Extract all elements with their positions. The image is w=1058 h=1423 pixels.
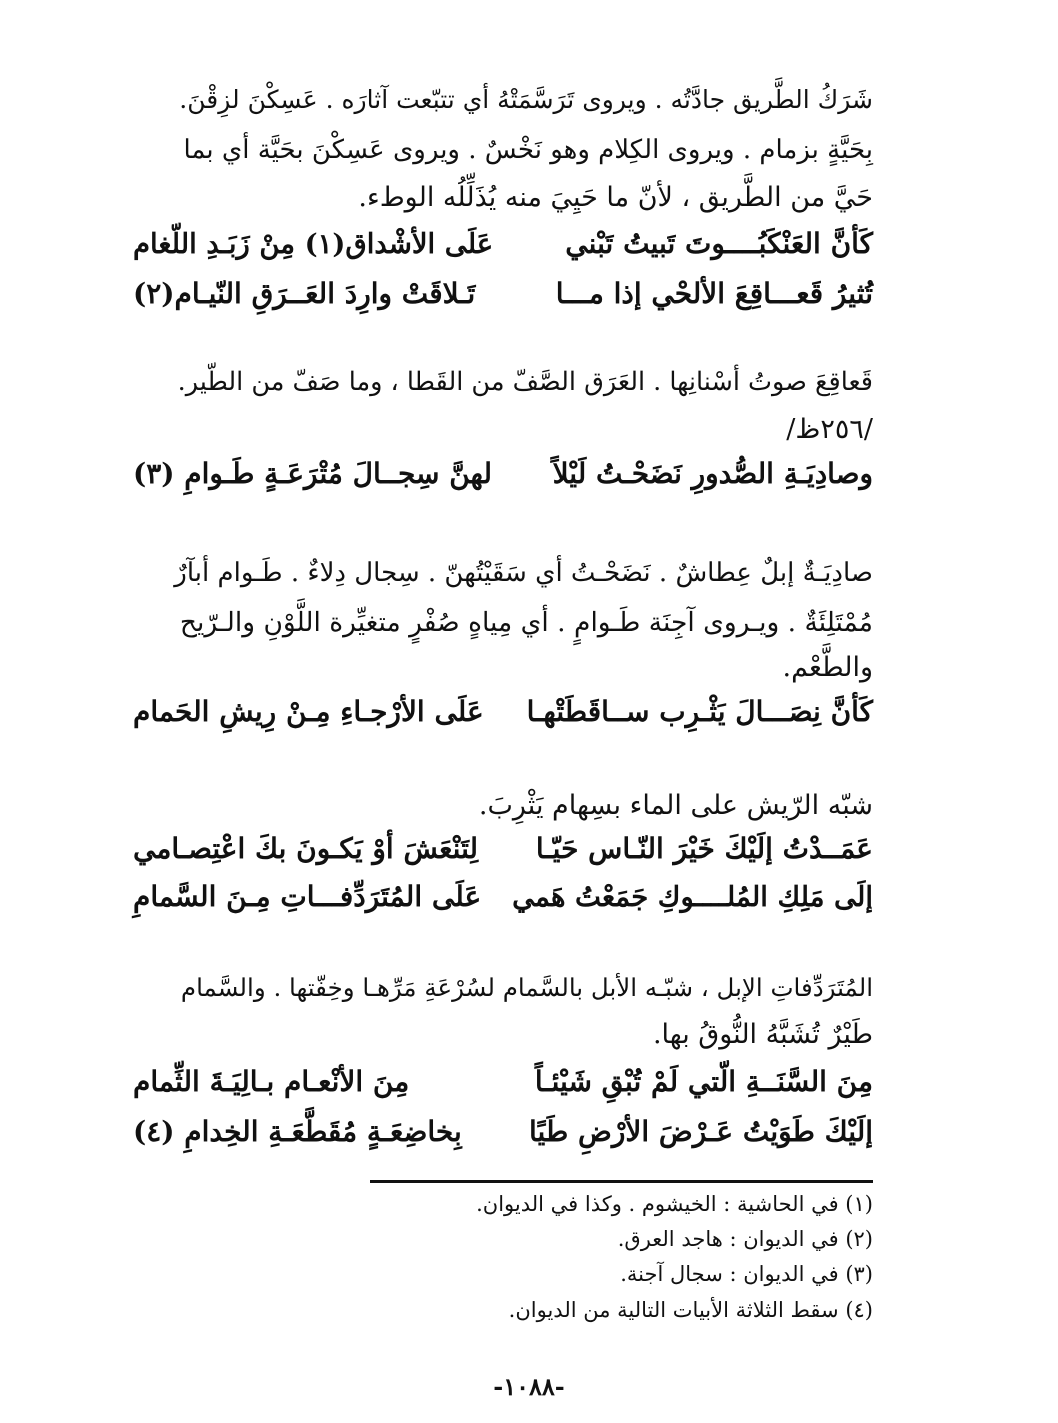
verse-second-hemistich: عَلَى الأرْجـاءِ مِـنْ رِيشِ الحَمام: [133, 695, 484, 728]
verse-line: [133, 450, 873, 498]
commentary-line: مُمْتَلِئَةٌ . ويـروى آجِنَة طَـوامٍ . أي مِياهٍ صُفْرٍ متغيِّرة اللَّوْنِ والـرّيح: [179, 607, 873, 638]
page-number: -١٠٨٨-: [493, 1372, 565, 1401]
verse-second-hemistich: تَـلاقَتْ وارِدَ العَــرَقِ النّيـام(٢): [133, 277, 476, 310]
verse-first-hemistich: كَأنَّ نِصَـــالَ يَثْـرِب ســاقَطَتْهـا: [526, 695, 873, 728]
commentary-line: شَرَكُ الطَّريق جادَّتُه . ويروى تَرَسَّمَتْهُ أي تتبّعت آثارَه . عَسِكْنَ لزِقْنَ.: [179, 85, 873, 114]
verse-line: [133, 1108, 873, 1156]
footnote: (١) في الحاشية : الخيشوم . وكذا في الديوان.: [476, 1192, 873, 1216]
verse-line: [133, 873, 873, 921]
verse-line: [133, 1058, 873, 1106]
footnote: (٢) في الديوان : هاجد العرق.: [617, 1227, 873, 1251]
verse-second-hemistich: لِتَنْعَشَ أوْ يَكـونَ بكَ اعْتِصـامي: [133, 832, 479, 865]
commentary-line: بِحَيَّةٍ بزمام . ويروى الكِلام وهو نَخْسٌ . ويروى عَسِكْنَ بحَيَّة أي بما: [183, 135, 873, 165]
verse-second-hemistich: بِخاضِعَـةٍ مُقَطَّعَـةِ الخِدامِ (٤): [133, 1115, 462, 1148]
folio-marker: /٢٥٦ظ/: [786, 414, 873, 445]
commentary-line: المُتَرَدِّفاتِ الإبل ، شبّـه الأبل بالسَّمام لسُرْعَةِ مَرِّهـا وخِفّتها . والسَّمام: [180, 973, 873, 1002]
verse-second-hemistich: عَلَى المُتَرَدِّفـــاتِ مِـنَ السَّمامِ: [133, 880, 482, 913]
footnote-separator: [370, 1180, 873, 1183]
verse-first-hemistich: تُثيرُ قَعـــاقِعَ الألحْي إذا مـــا: [555, 277, 873, 310]
commentary-line: صادِيَـةٌ إبلٌ عِطاشٌ . نَضَحْـتُ أي سَقَيْتُهنّ . سِجال دِلاءٌ . طَـوام أبآرٌ: [174, 558, 873, 588]
commentary-line: قَعاقِعَ صوتُ أسْنانِها . العَرَق الصَّفّ من القَطا ، وما صَفّ من الطّير.: [177, 367, 873, 397]
verse-line: [133, 825, 873, 873]
commentary-line: حَيَّ من الطَّريق ، لأنّ ما حَيِيَ منه يُذَلِّلُه الوطء.: [358, 182, 873, 213]
footnote: (٤) سقط الثلاثة الأبيات التالية من الديوان.: [508, 1298, 873, 1322]
commentary-line: طَيْرٌ تُشَبَّهُ النُّوقُ بها.: [652, 1019, 873, 1050]
commentary-line: شبّه الرّيش على الماء بسِهام يَثْرِبَ.: [478, 790, 873, 821]
verse-second-hemistich: عَلَى الأشْداق(١) مِنْ زَبَـدِ اللّغام: [133, 228, 494, 260]
verse-line: [133, 688, 873, 736]
verse-line: [133, 270, 873, 318]
verse-first-hemistich: وصادِيَـةِ الصُّدورِ نَضَحْـتُ لَيْلاً: [552, 457, 873, 490]
commentary-line: والطَّعْم.: [782, 652, 873, 683]
verse-second-hemistich: لهنَّ سِجــالَ مُتْرَعَـةٍ طَـوامِ (٣): [133, 457, 492, 490]
verse-first-hemistich: مِنَ السَّنَــةِ الّتي لَمْ تُبْقِ شَيْئـاً: [534, 1065, 873, 1098]
verse-line: [133, 220, 873, 268]
verse-first-hemistich: إلَى مَلِكِ المُلــــوكِ جَمَعْتُ هَمي: [512, 881, 873, 913]
verse-second-hemistich: مِنَ الأنْعـام بـالِيَـةَ الثِّمام: [133, 1065, 410, 1098]
verse-first-hemistich: عَمَــدْتُ إلَيْكَ خَيْرَ النّـاس حَيّـا: [535, 832, 873, 865]
verse-first-hemistich: إلَيْكَ طَوَيْتُ عَـرْضَ الأرْضِ طَيًا: [529, 1115, 873, 1148]
footnote: (٣) في الديوان : سجال آجنة.: [620, 1262, 873, 1286]
verse-first-hemistich: كَأنَّ العَنْكَبُــــوتَ تَبيتُ تَبْني: [565, 227, 873, 260]
